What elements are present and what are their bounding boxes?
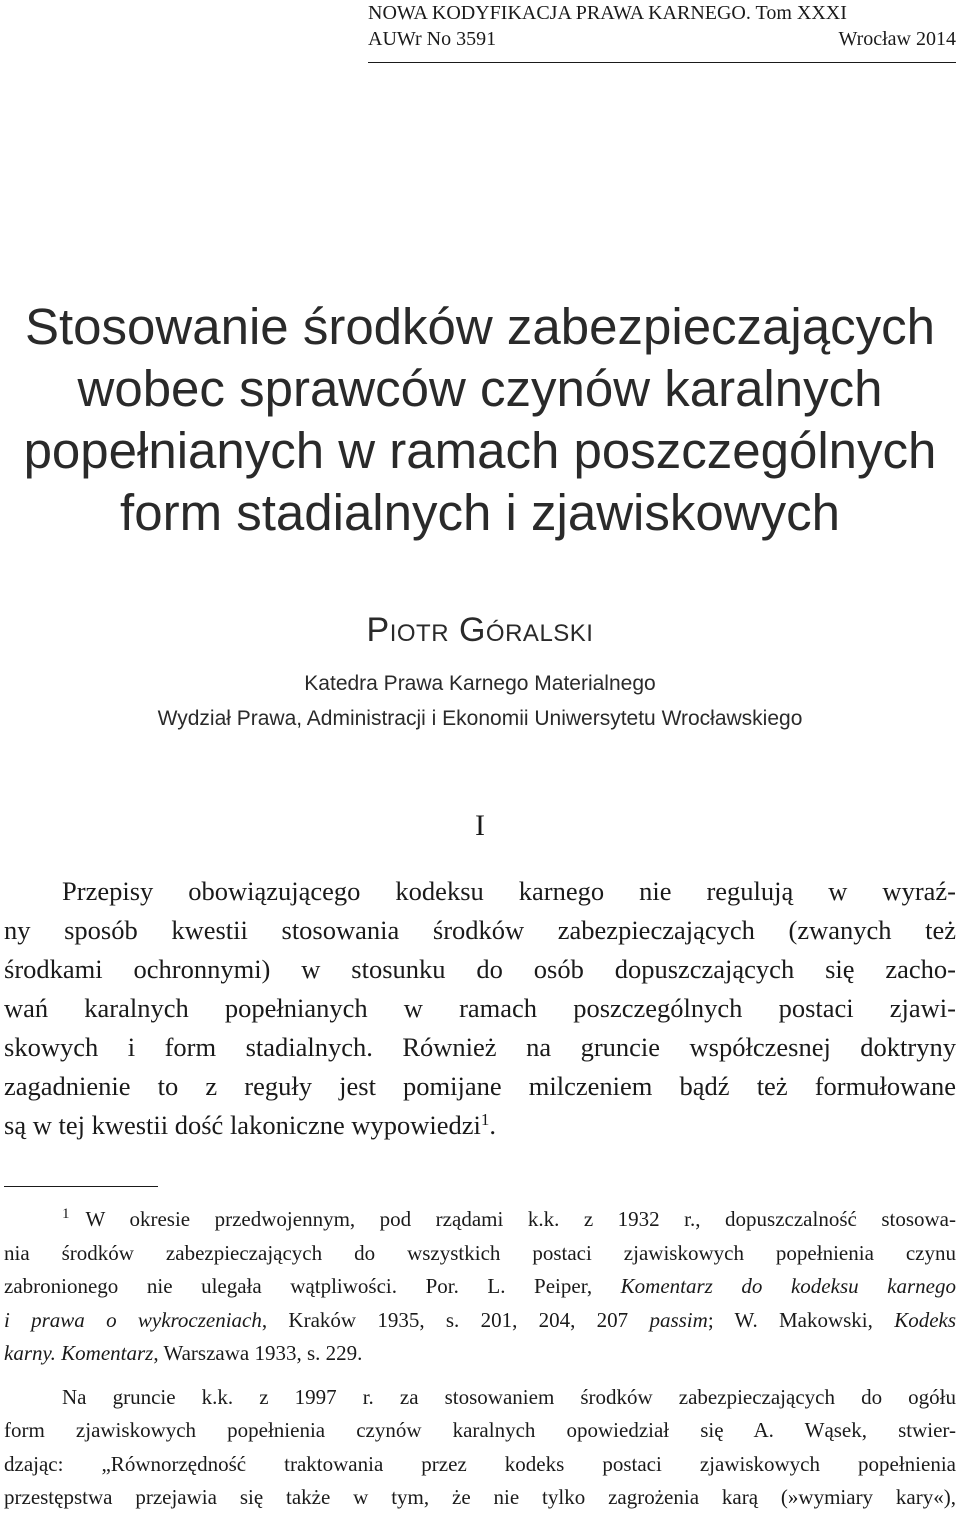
footnote-line: i prawa o wykroczeniach, Kraków 1935, s. 201, 204, 207 passim; W. Makowski, Kodeks xyxy=(4,1307,957,1332)
cited-title: karny. Komentarz xyxy=(4,1341,154,1365)
author-name: Piotr Góralski xyxy=(366,611,594,649)
footnote-reference[interactable]: 1 xyxy=(480,1110,490,1129)
title-line: wobec sprawców czynów karalnych xyxy=(77,360,883,417)
affiliation-chair: Katedra Prawa Karnego Materialnego xyxy=(304,672,656,695)
author-affiliation xyxy=(0,666,960,736)
footnote-mark: 1 xyxy=(62,1206,70,1222)
footnote-line: form zjawiskowych popełnienia czynów karalnych opowiedział się A. Wąsek, stwier- xyxy=(4,1418,956,1442)
paragraph-line: są w tej kwestii dość lakoniczne wypowiedzi xyxy=(4,1110,481,1140)
title-line: popełnianych w ramach poszczególnych xyxy=(23,422,937,479)
paragraph-end: . xyxy=(489,1110,496,1140)
paragraph-line: środkami ochronnymi) w stosunku do osób dopuszczających się zacho- xyxy=(4,954,956,984)
footnote-separator xyxy=(4,1186,158,1187)
paragraph-line: Przepisy obowiązującego kodeksu karnego nie regulują w wyraź- xyxy=(62,876,956,906)
footnote-line: karny. Komentarz, Warszawa 1933, s. 229. xyxy=(4,1341,363,1365)
footnote-line: $^1$ W okresie przedwojennym, pod rządami k.k. z 1932 r., dopuszczalność stosowa- xyxy=(62,1206,956,1231)
footnote-line: nia środków zabezpieczających do wszystkich postaci zjawiskowych popełnienia czynu xyxy=(4,1240,956,1265)
body-paragraph xyxy=(4,872,956,1145)
paragraph-line: zagadnienie to z reguły jest pomijane milczeniem bądź też formułowane xyxy=(4,1071,956,1101)
footnote-line: przestępstwa przejawia się także w tym, że nie tylko zagrożenia karą (»wymiary kary«), xyxy=(4,1485,956,1509)
article-title xyxy=(0,296,960,544)
running-header xyxy=(368,0,956,52)
paragraph-line: ny sposób kwestii stosowania środków zabezpieczających (zwanych też xyxy=(4,915,956,945)
cited-title: Kodeks xyxy=(894,1307,957,1332)
affiliation-faculty: Wydział Prawa, Administracji i Ekonomii Uniwersytetu Wrocławskiego xyxy=(157,707,803,730)
paragraph-last-line xyxy=(4,1106,956,1145)
paragraph-line: skowych i form stadialnych. Również na gruncie współczesnej doktryny xyxy=(4,1032,956,1062)
footnote-line: dzając: „Równorzędność traktowania przez kodeks postaci zjawiskowych popełnienia xyxy=(4,1451,956,1476)
publication-number: AUWr No 3591 xyxy=(368,28,497,50)
title-line: form stadialnych i zjawiskowych xyxy=(120,484,840,541)
cited-title: i prawa o wykroczeniach xyxy=(4,1307,262,1332)
section-number: I xyxy=(475,809,485,842)
cited-title: Komentarz do kodeksu karnego xyxy=(620,1274,956,1298)
place-year: Wrocław 2014 xyxy=(838,28,956,50)
footnote xyxy=(4,1203,956,1515)
footnote-line: zabronionego nie ulegała wątpliwości. Por. L. Peiper, Komentarz do kodeksu karnego xyxy=(4,1274,956,1298)
footnote-line: Na gruncie k.k. z 1997 r. za stosowaniem środków zabezpieczających do ogółu xyxy=(62,1384,956,1409)
title-line: Stosowanie środków zabezpieczających xyxy=(25,298,935,355)
series-title: NOWA KODYFIKACJA PRAWA KARNEGO. Tom XXXI xyxy=(368,2,847,24)
header-rule xyxy=(368,62,956,63)
paragraph-line: wań karalnych popełnianych w ramach poszczególnych postaci zjawi- xyxy=(4,993,956,1023)
publication-info xyxy=(368,26,956,52)
